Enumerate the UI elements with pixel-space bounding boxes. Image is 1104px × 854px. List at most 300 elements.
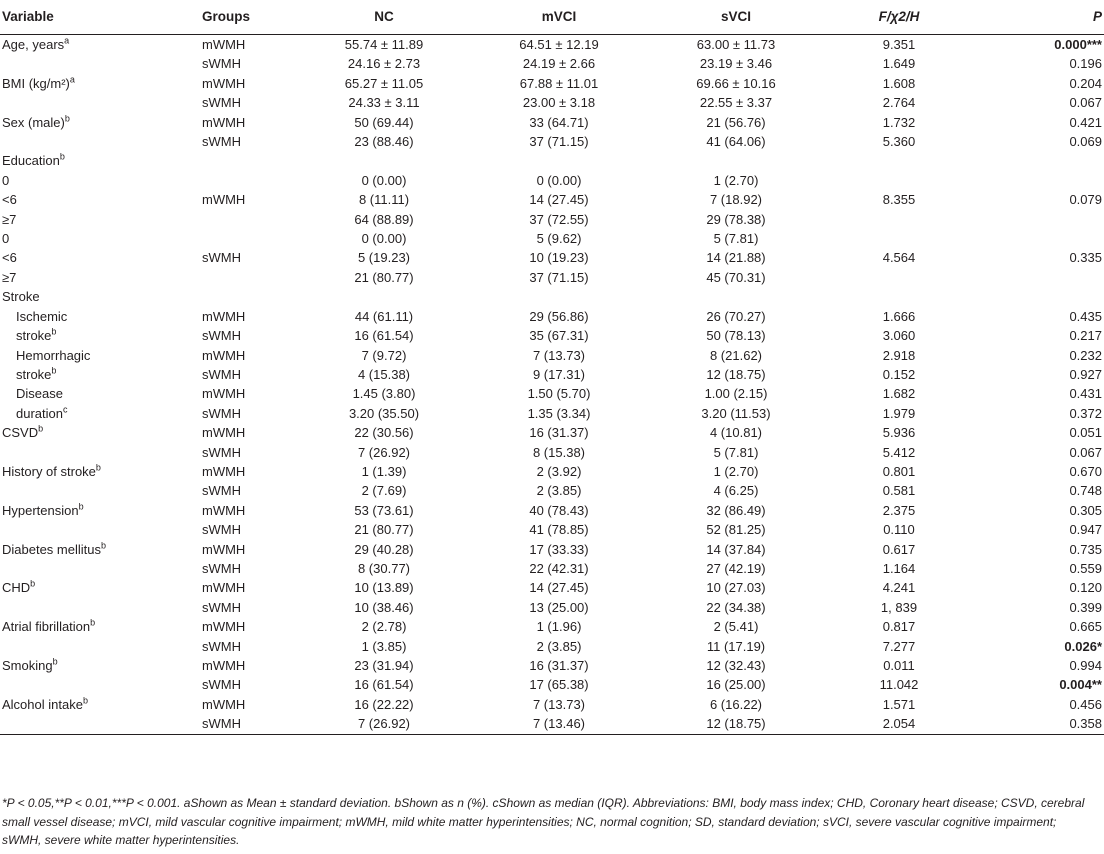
- mvci-cell: [466, 210, 652, 229]
- footnote-marker: a: [64, 35, 70, 46]
- variable-cell-text: Hypertension: [2, 502, 79, 518]
- group-cell-text: sWMH: [202, 522, 241, 538]
- mvci-cell: [466, 326, 652, 345]
- statistic-cell: [820, 714, 978, 734]
- nc-cell-text: 7 (26.92): [357, 716, 411, 732]
- p-value-cell: [978, 598, 1104, 617]
- table-row: [0, 35, 1104, 55]
- table-row: [0, 598, 1104, 617]
- statistic-cell: [820, 365, 978, 384]
- variable-cell-text: Hemorrhagic: [16, 347, 91, 363]
- nc-cell-text: 23 (88.46): [354, 134, 414, 150]
- group-cell: [202, 559, 302, 578]
- statistic-cell-text: 1, 839: [880, 599, 918, 615]
- footnote-marker: b: [59, 152, 65, 163]
- svci-cell-text: 27 (42.19): [706, 560, 766, 576]
- statistic-cell: [820, 326, 978, 345]
- mvci-cell-text: 2 (3.92): [536, 463, 582, 479]
- statistic-cell: [820, 346, 978, 365]
- variable-cell-text: stroke: [16, 328, 52, 344]
- nc-cell-text: 23 (31.94): [354, 658, 414, 673]
- variable-cell: [0, 326, 202, 345]
- statistic-cell-text: 2.054: [882, 716, 916, 732]
- nc-cell-text: 4 (15.38): [357, 366, 411, 382]
- nc-cell: [302, 695, 466, 714]
- svci-cell-text: 3.20 (11.53): [701, 405, 771, 421]
- nc-cell-text: 3.20 (35.50): [348, 405, 420, 421]
- table-row: [0, 443, 1104, 462]
- table-row: [0, 54, 1104, 73]
- p-value-cell: [978, 210, 1104, 229]
- nc-cell: [302, 190, 466, 209]
- statistic-cell: [820, 74, 978, 93]
- variable-cell-text: <6: [2, 192, 17, 208]
- statistic-cell-text: 0.801: [882, 463, 916, 479]
- footnote-marker: b: [52, 656, 58, 667]
- table-row: [0, 695, 1104, 714]
- statistic-cell-text: 9.351: [882, 37, 916, 52]
- mvci-cell: [466, 171, 652, 190]
- variable-cell: [0, 540, 202, 559]
- table-row: [0, 540, 1104, 559]
- svci-cell-text: 2 (5.41): [713, 619, 759, 635]
- p-value-cell-text: 0.748: [1069, 483, 1102, 499]
- nc-cell-text: 0 (0.00): [361, 172, 407, 188]
- group-cell: [202, 695, 302, 714]
- nc-cell-text: 1 (1.39): [361, 463, 407, 479]
- table-row: [0, 714, 1104, 734]
- svci-cell: [652, 695, 820, 714]
- group-cell-text: mWMH: [202, 386, 246, 402]
- p-value-cell: [978, 93, 1104, 112]
- p-value-cell-text: 0.051: [1069, 425, 1102, 441]
- statistic-cell: [820, 35, 978, 55]
- group-cell: [202, 190, 302, 209]
- mvci-cell-text: 5 (9.62): [536, 231, 582, 247]
- variable-cell: [0, 171, 202, 190]
- p-value-cell-text: 0.120: [1069, 580, 1102, 596]
- statistic-cell: [820, 443, 978, 462]
- svci-cell-text: 14 (37.84): [706, 541, 766, 557]
- header-svci: sVCI: [652, 0, 820, 35]
- mvci-cell-text: 41 (78.85): [529, 522, 589, 538]
- statistic-cell-text: 5.936: [882, 425, 916, 441]
- nc-cell-text: 64 (88.89): [354, 211, 414, 227]
- group-cell-text: sWMH: [202, 599, 241, 615]
- variable-cell-text: 0: [2, 172, 10, 188]
- group-cell-text: sWMH: [202, 716, 241, 732]
- footnote-marker: b: [30, 579, 36, 590]
- variable-cell-text: CHD: [2, 580, 31, 596]
- header-groups: Groups: [202, 0, 302, 35]
- group-cell: [202, 501, 302, 520]
- table-row: [0, 287, 1104, 306]
- p-value-cell: [978, 404, 1104, 423]
- nc-cell-text: 16 (61.54): [354, 677, 414, 693]
- p-value-cell: [978, 501, 1104, 520]
- nc-cell: [302, 307, 466, 326]
- svci-cell: [652, 443, 820, 462]
- nc-cell: [302, 501, 466, 520]
- table-row: [0, 346, 1104, 365]
- table-row: [0, 190, 1104, 209]
- statistic-cell-text: 2.375: [882, 502, 916, 518]
- nc-cell-text: 8 (30.77): [357, 560, 411, 576]
- svci-cell: [652, 210, 820, 229]
- mvci-cell: [466, 248, 652, 267]
- nc-cell-text: 65.27 ± 11.05: [344, 75, 424, 91]
- table-row: [0, 365, 1104, 384]
- mvci-cell: [466, 423, 652, 442]
- mvci-cell-text: 37 (71.15): [529, 269, 589, 285]
- p-value-cell-text: 0.305: [1069, 502, 1102, 518]
- statistic-cell-text: 1.649: [882, 56, 916, 72]
- mvci-cell: [466, 346, 652, 365]
- svci-cell: [652, 93, 820, 112]
- variable-cell: [0, 598, 202, 617]
- nc-cell: [302, 287, 466, 306]
- mvci-cell-text: 2 (3.85): [536, 638, 582, 654]
- group-cell-text: sWMH: [202, 444, 241, 460]
- statistic-cell-text: 0.152: [882, 366, 916, 382]
- p-value-cell-text: 0.069: [1069, 134, 1102, 150]
- svci-cell-text: 22 (34.38): [706, 599, 766, 615]
- footnote-marker: b: [51, 365, 57, 376]
- table-row: [0, 132, 1104, 151]
- significance-marker: ***: [1086, 37, 1102, 52]
- footnote-marker: b: [82, 695, 88, 706]
- group-cell: [202, 210, 302, 229]
- svci-cell: [652, 307, 820, 326]
- statistic-cell-text: 4.241: [882, 580, 916, 596]
- p-value-cell: [978, 190, 1104, 209]
- mvci-cell-text: 67.88 ± 11.01: [519, 75, 599, 91]
- svci-cell-text: 4 (6.25): [713, 483, 759, 499]
- group-cell: [202, 481, 302, 500]
- nc-cell: [302, 326, 466, 345]
- variable-cell: [0, 578, 202, 597]
- mvci-cell-text: 29 (56.86): [529, 308, 589, 324]
- mvci-cell-text: 24.19 ± 2.66: [522, 56, 596, 72]
- group-cell: [202, 656, 302, 675]
- statistic-cell: [820, 248, 978, 267]
- header-nc: NC: [302, 0, 466, 35]
- svci-cell-text: 45 (70.31): [706, 269, 766, 285]
- mvci-cell: [466, 287, 652, 306]
- mvci-cell-text: 13 (25.00): [529, 599, 589, 615]
- svci-cell-text: 1.00 (2.15): [704, 386, 768, 402]
- nc-cell: [302, 210, 466, 229]
- variable-cell-text: Disease: [16, 386, 63, 402]
- svci-cell-text: 5 (7.81): [713, 231, 759, 247]
- statistic-cell: [820, 462, 978, 481]
- variable-cell-text: stroke: [16, 366, 52, 382]
- svci-cell-text: 12 (18.75): [706, 716, 766, 732]
- statistic-cell: [820, 637, 978, 656]
- svci-cell: [652, 540, 820, 559]
- group-cell: [202, 54, 302, 73]
- group-cell: [202, 93, 302, 112]
- group-cell-text: mWMH: [202, 425, 246, 441]
- svci-cell-text: 16 (25.00): [706, 677, 766, 693]
- statistic-cell-text: 0.011: [883, 658, 915, 673]
- svci-cell: [652, 35, 820, 55]
- p-value-cell: [978, 287, 1104, 306]
- svci-cell-text: 14 (21.88): [706, 250, 766, 266]
- variable-cell-text: Alcohol intake: [2, 696, 83, 712]
- mvci-cell-text: 33 (64.71): [529, 114, 589, 130]
- mvci-cell: [466, 559, 652, 578]
- group-cell-text: mWMH: [202, 619, 246, 635]
- mvci-cell-text: 23.00 ± 3.18: [522, 95, 596, 111]
- mvci-cell-text: 14 (27.45): [529, 192, 589, 208]
- variable-cell: [0, 384, 202, 403]
- svci-cell: [652, 229, 820, 248]
- statistic-cell-text: 3.060: [882, 328, 916, 344]
- group-cell-text: sWMH: [202, 95, 241, 111]
- group-cell: [202, 151, 302, 170]
- variable-cell-text: 0: [2, 231, 10, 247]
- svci-cell-text: 10 (27.03): [706, 580, 766, 596]
- statistic-cell: [820, 268, 978, 287]
- p-value-cell: [978, 540, 1104, 559]
- variable-cell: [0, 229, 202, 248]
- svci-cell: [652, 481, 820, 500]
- svci-cell: [652, 326, 820, 345]
- group-cell-text: sWMH: [202, 483, 241, 499]
- statistic-cell: [820, 520, 978, 539]
- p-value-cell-text: 0.079: [1069, 192, 1102, 208]
- group-cell-text: mWMH: [202, 541, 246, 557]
- p-value-cell: [978, 171, 1104, 190]
- nc-cell: [302, 559, 466, 578]
- group-cell-text: mWMH: [202, 580, 246, 596]
- svci-cell: [652, 268, 820, 287]
- svci-cell: [652, 74, 820, 93]
- svci-cell: [652, 656, 820, 675]
- mvci-cell-text: 1.50 (5.70): [527, 386, 591, 402]
- statistic-cell: [820, 559, 978, 578]
- p-value-cell-text: 0.026: [1064, 638, 1097, 654]
- group-cell: [202, 326, 302, 345]
- svci-cell: [652, 423, 820, 442]
- mvci-cell-text: 35 (67.31): [529, 328, 589, 344]
- nc-cell-text: 8 (11.11): [358, 192, 410, 208]
- nc-cell: [302, 637, 466, 656]
- significance-marker: *: [1096, 638, 1102, 654]
- group-cell-text: mWMH: [202, 192, 246, 208]
- variable-cell-text: ≥7: [2, 269, 17, 285]
- svci-cell: [652, 404, 820, 423]
- nc-cell: [302, 598, 466, 617]
- variable-cell: [0, 248, 202, 267]
- p-value-cell-text: 0.947: [1069, 522, 1102, 538]
- svci-cell: [652, 675, 820, 694]
- statistic-cell: [820, 540, 978, 559]
- mvci-cell-text: 1 (1.96): [536, 619, 582, 635]
- statistic-cell: [820, 481, 978, 500]
- variable-cell: [0, 423, 202, 442]
- svci-cell: [652, 365, 820, 384]
- nc-cell: [302, 248, 466, 267]
- statistic-cell: [820, 598, 978, 617]
- p-value-cell: [978, 462, 1104, 481]
- svci-cell-text: 41 (64.06): [706, 134, 766, 150]
- variable-cell: [0, 617, 202, 636]
- p-value-cell: [978, 326, 1104, 345]
- statistic-cell: [820, 501, 978, 520]
- svci-cell: [652, 54, 820, 73]
- mvci-cell: [466, 637, 652, 656]
- mvci-cell: [466, 190, 652, 209]
- header-statistic: F/χ2/H: [820, 0, 978, 35]
- nc-cell-text: 24.33 ± 3.11: [348, 95, 420, 111]
- nc-cell-text: 16 (61.54): [354, 328, 414, 344]
- statistic-cell-text: 1.666: [882, 308, 916, 324]
- group-cell: [202, 384, 302, 403]
- p-value-cell-text: 0.204: [1069, 75, 1102, 91]
- mvci-cell-text: 9 (17.31): [532, 366, 586, 382]
- group-cell-text: sWMH: [202, 366, 241, 382]
- group-cell-text: sWMH: [202, 405, 241, 421]
- statistic-cell-text: 2.918: [882, 347, 916, 363]
- mvci-cell-text: 17 (33.33): [529, 541, 589, 557]
- statistic-cell: [820, 113, 978, 132]
- header-variable: Variable: [0, 0, 202, 35]
- group-cell-text: mWMH: [202, 114, 246, 130]
- table-row: [0, 171, 1104, 190]
- variable-cell: [0, 346, 202, 365]
- variable-cell-text: Smoking: [2, 658, 53, 673]
- nc-cell-text: 53 (73.61): [354, 502, 414, 518]
- group-cell-text: mWMH: [202, 696, 246, 712]
- footnote-marker: b: [64, 113, 70, 124]
- table-header: [0, 0, 1104, 35]
- table-row: [0, 637, 1104, 656]
- statistic-cell-text: 5.360: [882, 134, 916, 150]
- mvci-cell: [466, 675, 652, 694]
- nc-cell: [302, 384, 466, 403]
- statistic-cell: [820, 151, 978, 170]
- group-cell: [202, 578, 302, 597]
- footnote-marker: b: [95, 462, 101, 473]
- group-cell: [202, 307, 302, 326]
- p-value-cell: [978, 248, 1104, 267]
- nc-cell-text: 22 (30.56): [354, 425, 414, 441]
- variable-cell: [0, 93, 202, 112]
- p-value-cell: [978, 578, 1104, 597]
- variable-cell-text: Stroke: [2, 289, 40, 305]
- mvci-cell-text: 37 (72.55): [529, 211, 589, 227]
- svci-cell-text: 26 (70.27): [706, 308, 766, 324]
- mvci-cell: [466, 93, 652, 112]
- statistic-cell: [820, 404, 978, 423]
- group-cell-text: sWMH: [202, 250, 241, 266]
- statistic-cell: [820, 384, 978, 403]
- nc-cell-text: 44 (61.11): [354, 308, 414, 324]
- nc-cell-text: 5 (19.23): [357, 250, 411, 266]
- nc-cell-text: 55.74 ± 11.89: [344, 37, 424, 52]
- mvci-cell: [466, 365, 652, 384]
- statistic-cell-text: 1.732: [882, 114, 916, 130]
- mvci-cell: [466, 481, 652, 500]
- group-cell: [202, 229, 302, 248]
- table-row: [0, 617, 1104, 636]
- p-value-cell: [978, 656, 1104, 675]
- group-cell: [202, 443, 302, 462]
- table-row: [0, 404, 1104, 423]
- variable-cell: [0, 404, 202, 423]
- group-cell-text: mWMH: [202, 308, 246, 324]
- p-value-cell: [978, 35, 1104, 55]
- mvci-cell: [466, 307, 652, 326]
- p-value-cell-text: 0.372: [1069, 405, 1102, 421]
- statistic-cell: [820, 93, 978, 112]
- mvci-cell-text: 64.51 ± 12.19: [519, 37, 599, 52]
- group-cell: [202, 132, 302, 151]
- statistic-cell-text: 1.979: [882, 405, 916, 421]
- variable-cell: [0, 210, 202, 229]
- variable-cell: [0, 307, 202, 326]
- mvci-cell: [466, 598, 652, 617]
- nc-cell: [302, 365, 466, 384]
- svci-cell: [652, 637, 820, 656]
- statistic-cell: [820, 132, 978, 151]
- svci-cell: [652, 501, 820, 520]
- p-value-cell: [978, 481, 1104, 500]
- group-cell: [202, 287, 302, 306]
- statistic-cell-text: 7.277: [882, 638, 916, 654]
- variable-cell: [0, 287, 202, 306]
- p-value-cell: [978, 714, 1104, 734]
- nc-cell-text: 2 (7.69): [361, 483, 407, 499]
- mvci-cell-text: 7 (13.46): [532, 716, 586, 732]
- nc-cell: [302, 617, 466, 636]
- statistic-cell-text: 1.571: [882, 696, 916, 712]
- p-value-cell-text: 0.358: [1069, 716, 1102, 732]
- nc-cell: [302, 714, 466, 734]
- svci-cell: [652, 190, 820, 209]
- statistic-cell-text: 1.608: [882, 75, 916, 91]
- mvci-cell: [466, 132, 652, 151]
- variable-cell: [0, 35, 202, 55]
- nc-cell: [302, 540, 466, 559]
- p-value-cell: [978, 695, 1104, 714]
- mvci-cell-text: 22 (42.31): [529, 560, 589, 576]
- table-row: [0, 656, 1104, 675]
- group-cell-text: mWMH: [202, 502, 246, 518]
- variable-cell: [0, 462, 202, 481]
- statistic-cell-text: 1.682: [882, 386, 916, 402]
- nc-cell: [302, 443, 466, 462]
- p-value-cell: [978, 637, 1104, 656]
- variable-cell: [0, 501, 202, 520]
- p-value-cell-text: 0.735: [1069, 541, 1102, 557]
- p-value-cell: [978, 384, 1104, 403]
- group-cell-text: mWMH: [202, 37, 246, 52]
- header-p-value: P: [978, 0, 1104, 35]
- mvci-cell-text: 17 (65.38): [529, 677, 589, 693]
- group-cell-text: sWMH: [202, 328, 241, 344]
- variable-cell: [0, 268, 202, 287]
- table-row: [0, 210, 1104, 229]
- svci-cell-text: 1 (2.70): [713, 172, 759, 188]
- nc-cell-text: 21 (80.77): [354, 269, 414, 285]
- table-row: [0, 675, 1104, 694]
- variable-cell: [0, 443, 202, 462]
- nc-cell: [302, 171, 466, 190]
- p-value-cell: [978, 365, 1104, 384]
